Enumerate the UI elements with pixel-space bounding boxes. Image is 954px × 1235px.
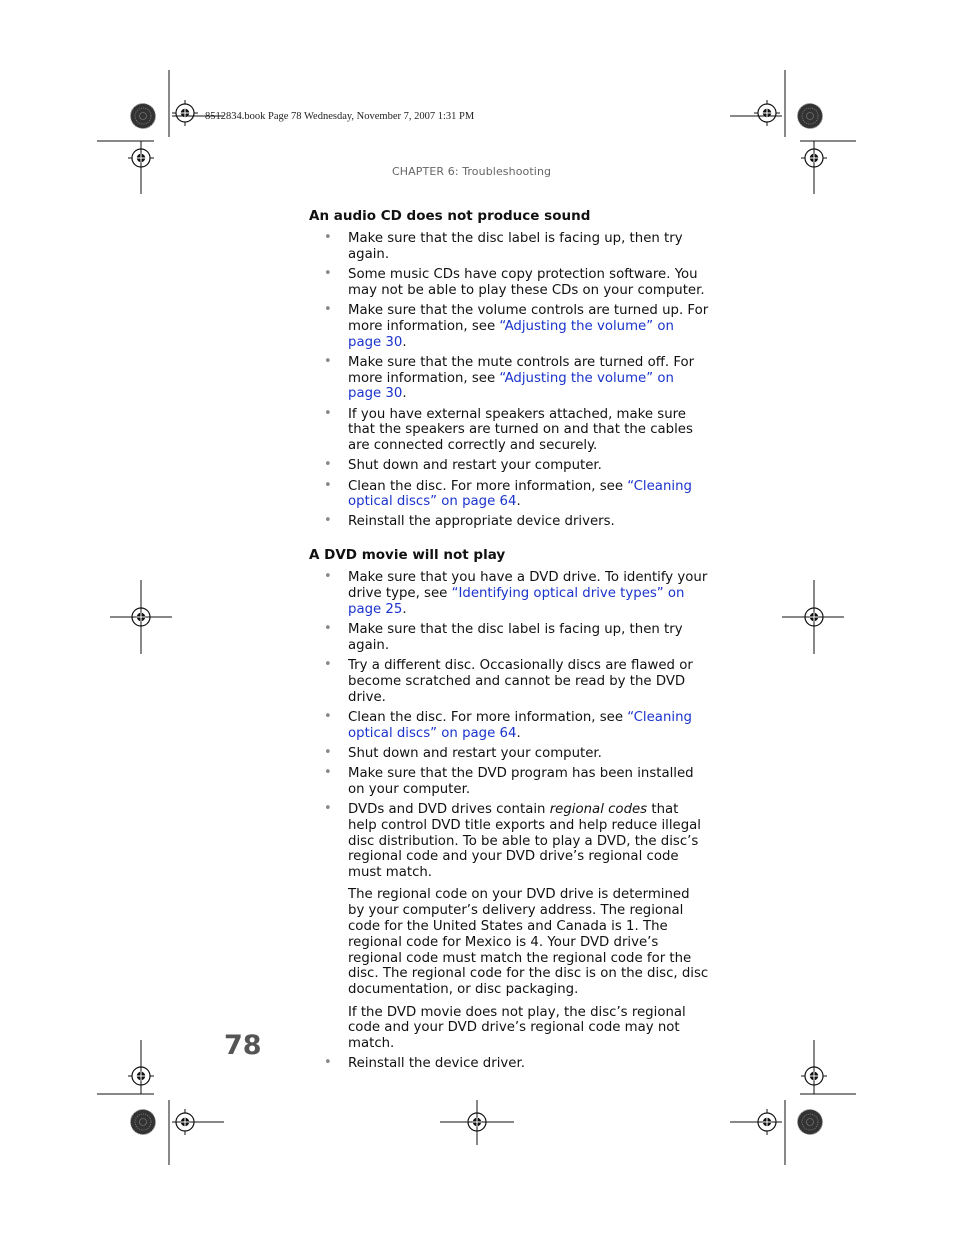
- item-text: Make sure that the DVD program has been installed on your computer.: [348, 766, 694, 797]
- list-item: [309, 658, 709, 705]
- list-item: [309, 514, 709, 530]
- list-item: [309, 231, 709, 263]
- list-item: [309, 303, 709, 350]
- term-regional-codes: regional codes: [549, 801, 648, 817]
- bullet-icon: •: [324, 477, 332, 493]
- list-item: [309, 479, 709, 511]
- item-text: .: [516, 725, 521, 741]
- list-item: [309, 407, 709, 454]
- running-head: CHAPTER 6: Troubleshooting: [392, 165, 552, 178]
- item-text: If you have external speakers attached, make sure that the speakers are turned on and that the cables are connected correctly and securely.: [348, 406, 693, 454]
- list-item: [309, 458, 709, 474]
- audio-cd-bullet-list: [309, 231, 709, 530]
- item-text: Clean the disc. For more information, see: [348, 709, 628, 725]
- bullet-icon: •: [324, 457, 332, 473]
- item-text: Make sure that the disc label is facing up, then try again.: [348, 622, 683, 653]
- bullet-icon: •: [324, 230, 332, 245]
- bullet-icon: •: [324, 800, 332, 816]
- item-text: .: [516, 494, 521, 510]
- item-text: Shut down and restart your computer.: [348, 745, 602, 761]
- list-item: [309, 267, 709, 299]
- list-item: [309, 1056, 709, 1072]
- dvd-bullet-list: [309, 570, 709, 1072]
- link-adjusting-volume[interactable]: “Adjusting the volume” on page 30: [348, 318, 674, 350]
- list-item: [309, 622, 709, 654]
- item-text: Shut down and restart your computer.: [348, 458, 602, 474]
- bullet-icon: •: [324, 513, 332, 529]
- item-text: Try a different disc. Occasionally discs are flawed or become scratched and cannot be read by the DVD drive.: [348, 658, 693, 705]
- list-item: [309, 802, 709, 1052]
- item-text: that help control DVD title exports and help reduce illegal disc distribution. To be able to play a DVD, the disc’s regional code and your DVD drive’s regional code must match.: [348, 801, 702, 881]
- bullet-icon: •: [324, 708, 332, 724]
- book-slug: 8512834.book Page 78 Wednesday, November 7, 2007 1:31 PM: [205, 111, 475, 122]
- link-adjusting-volume[interactable]: “Adjusting the volume” on page 30: [348, 370, 674, 402]
- list-item: [309, 570, 709, 617]
- item-text: .: [402, 386, 407, 402]
- list-item: [309, 355, 709, 402]
- bullet-icon: •: [324, 569, 332, 585]
- link-cleaning-optical-discs[interactable]: “Cleaning optical discs” on page 64: [348, 709, 692, 741]
- item-text: Make sure that the mute controls are turned off. For more information, see: [348, 354, 695, 386]
- bullet-icon: •: [324, 353, 332, 369]
- link-cleaning-optical-discs[interactable]: “Cleaning optical discs” on page 64: [348, 478, 692, 510]
- item-text: .: [402, 334, 407, 350]
- bullet-icon: •: [324, 265, 332, 281]
- item-text: Clean the disc. For more information, see: [348, 478, 628, 494]
- bullet-icon: •: [324, 301, 332, 317]
- bullet-icon: •: [324, 765, 332, 780]
- page-number: 78: [224, 1030, 262, 1061]
- bullet-icon: •: [324, 405, 332, 421]
- item-text: Some music CDs have copy protection software. You may not be able to play these CDs on your computer.: [348, 266, 705, 298]
- item-text: .: [402, 601, 407, 617]
- main-content: [309, 207, 709, 1077]
- link-identifying-drive-types[interactable]: “Identifying optical drive types” on page 25: [348, 586, 685, 617]
- list-item: [309, 766, 709, 798]
- item-text: Reinstall the device driver.: [348, 1056, 525, 1072]
- bullet-icon: •: [324, 744, 332, 760]
- section-heading-dvd-movie: A DVD movie will not play: [309, 547, 506, 564]
- bullet-icon: •: [324, 621, 332, 637]
- item-text: Make sure that the disc label is facing up, then try again.: [348, 231, 683, 262]
- item-text: Make sure that the volume controls are turned up. For more information, see: [348, 302, 709, 334]
- bullet-icon: •: [324, 1055, 332, 1071]
- item-paragraph: If the DVD movie does not play, the disc’s regional code and your DVD drive’s regional code may not match.: [348, 1004, 686, 1052]
- list-item: [309, 746, 709, 762]
- item-text: Reinstall the appropriate device drivers.: [348, 514, 615, 530]
- section-heading-audio-cd: An audio CD does not produce sound: [309, 208, 591, 224]
- item-text: Make sure that you have a DVD drive. To identify your drive type, see: [348, 570, 708, 602]
- item-paragraph: The regional code on your DVD drive is determined by your computer’s delivery address. The regional code for the United States and Canada is 1. The regional code for Mexico is 4. Your DVD drive’s regional code must match the regional code for the disc. The regional code for the disc is on the disc, disc documentation, or disc packaging.: [348, 887, 709, 998]
- list-item: [309, 710, 709, 742]
- bullet-icon: •: [324, 657, 332, 673]
- item-text: DVDs and DVD drives contain: [348, 801, 550, 817]
